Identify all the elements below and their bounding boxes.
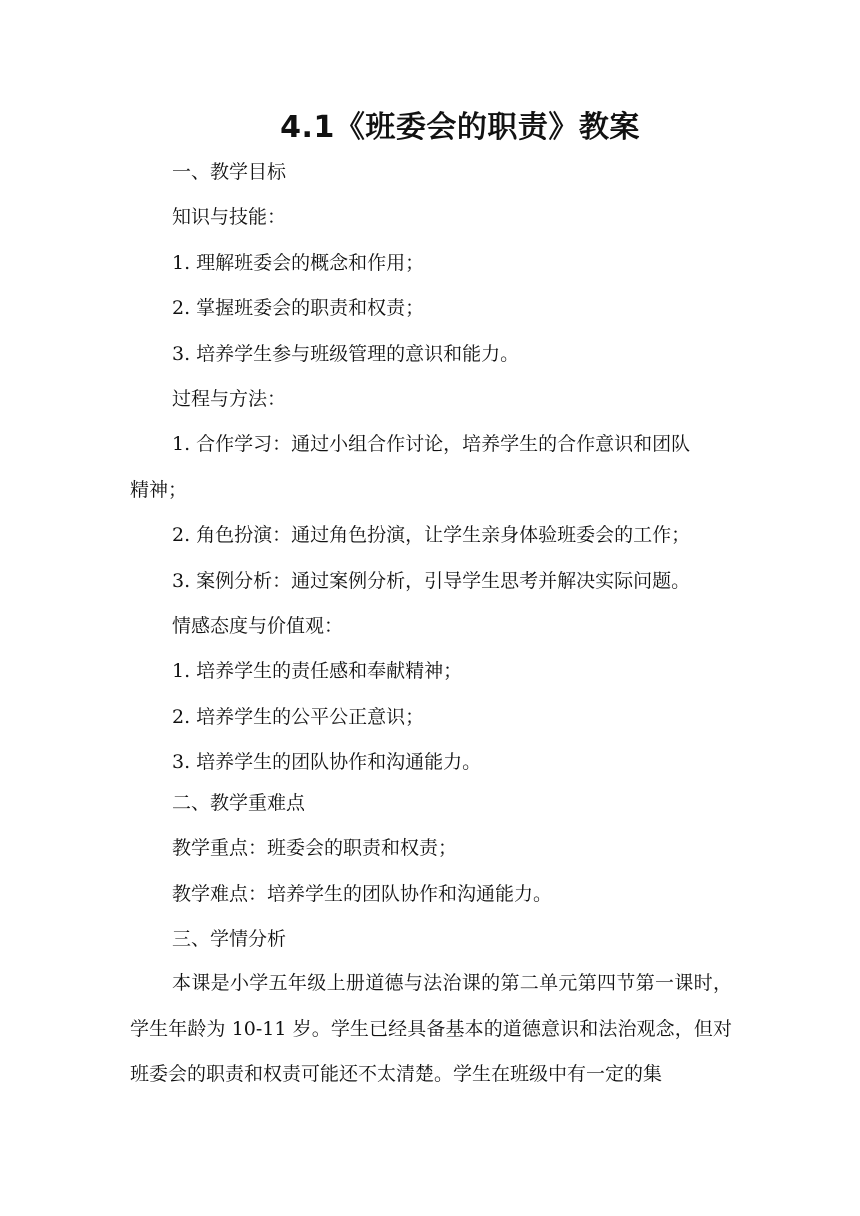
section-heading-analysis: 三、学情分析 [172,928,287,950]
emotion-item-2: 2. 培养学生的公平公正意识； [172,706,425,728]
process-item-2: 2. 角色扮演：通过角色扮演，让学生亲身体验班委会的工作； [172,524,691,546]
emotion-item-3: 3. 培养学生的团队协作和沟通能力。 [172,751,482,773]
difficult-point: 教学难点：培养学生的团队协作和沟通能力。 [172,883,553,905]
key-point: 教学重点：班委会的职责和权责； [172,837,458,859]
knowledge-item-2: 2. 掌握班委会的职责和权责； [172,297,425,319]
process-item-1: 1. 合作学习：通过小组合作讨论，培养学生的合作意识和团队 [172,433,691,455]
section-heading-objectives: 一、教学目标 [172,161,287,183]
analysis-paragraph: 本课是小学五年级上册道德与法治课的第二单元第四节第一课时，学生年龄为 10-11 岁。学生已经具备基本的道德意识和法治观念，但对班委会的职责和权责可能还不太清楚。学生在班级中有一定的集 [130,972,732,1085]
emotion-heading: 情感态度与价值观： [172,615,344,637]
knowledge-item-1: 1. 理解班委会的概念和作用； [172,252,425,274]
emotion-item-1: 1. 培养学生的责任感和奉献精神； [172,660,463,682]
knowledge-item-3: 3. 培养学生参与班级管理的意识和能力。 [172,343,520,365]
process-heading: 过程与方法： [172,388,287,410]
section-heading-key-points: 二、教学重难点 [172,792,306,814]
process-item-1-continuation: 精神； [130,479,188,501]
process-item-3: 3. 案例分析：通过案例分析，引导学生思考并解决实际问题。 [172,570,691,592]
document-title: 4.1《班委会的职责》教案 [280,110,640,145]
knowledge-heading: 知识与技能： [172,206,287,228]
